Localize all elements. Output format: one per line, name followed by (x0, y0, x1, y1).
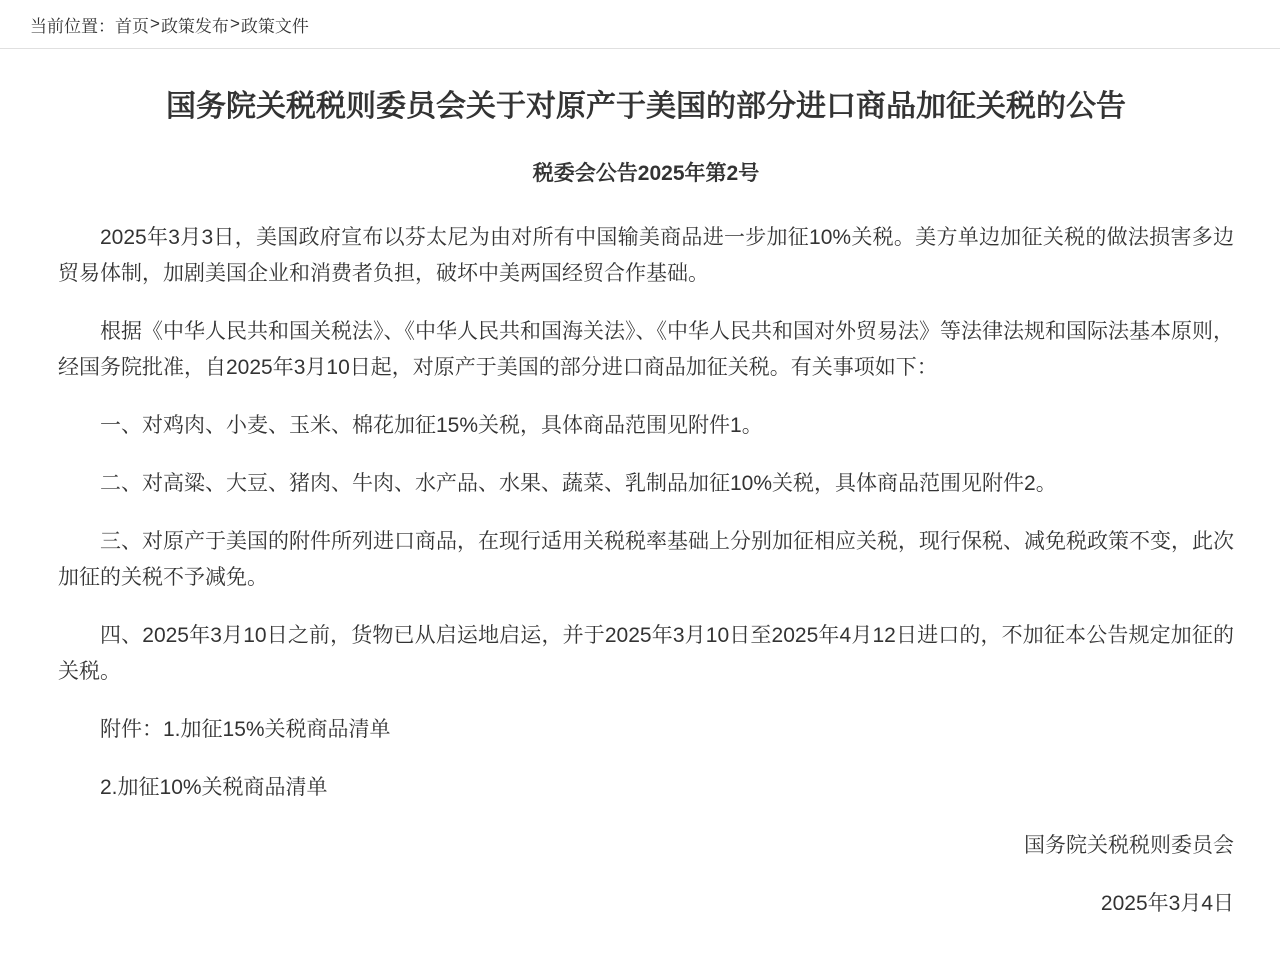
attachment-line-2 (58, 770, 1234, 806)
breadcrumb-item-home[interactable]: 首页 (115, 16, 149, 36)
breadcrumb-item-policy-documents[interactable]: 政策文件 (240, 16, 309, 36)
attachment-link-2[interactable]: 2.加征10%关税商品清单 (100, 776, 328, 799)
breadcrumb-item-policy-release[interactable]: 政策发布 (160, 16, 229, 36)
paragraph-item-3: 三、对原产于美国的附件所列进口商品，在现行适用关税税率基础上分别加征相应关税，现行保税、减免税政策不变，此次加征的关税不予减免。 (58, 530, 1234, 589)
doc-number: 税委会公告2025年第2号 (532, 162, 760, 185)
paragraph-item-2: 二、对高粱、大豆、猪肉、牛肉、水产品、水果、蔬菜、乳制品加征10%关税，具体商品范围见附件2。 (100, 472, 1057, 495)
page-title: 国务院关税税则委员会关于对原产于美国的部分进口商品加征关税的公告 (166, 90, 1126, 123)
signature: 国务院关税税则委员会 (1024, 834, 1234, 857)
announcement-article (0, 85, 1280, 954)
attachment-link-1[interactable]: 1.加征15%关税商品清单 (163, 718, 391, 741)
paragraph-intro: 2025年3月3日，美国政府宣布以芬太尼为由对所有中国输美商品进一步加征10%关税。美方单边加征关税的做法损害多边贸易体制，加剧美国企业和消费者负担，破坏中美两国经贸合作基础。 (58, 226, 1234, 285)
breadcrumb (0, 0, 1280, 49)
breadcrumb-separator: > (150, 14, 160, 33)
attachment-line-1 (58, 712, 1234, 748)
paragraph-item-1: 一、对鸡肉、小麦、玉米、棉花加征15%关税，具体商品范围见附件1。 (100, 414, 763, 437)
paragraph-item-4: 四、2025年3月10日之前，货物已从启运地启运，并于2025年3月10日至2025年4月12日进口的，不加征本公告规定加征的关税。 (58, 624, 1234, 683)
breadcrumb-label: 当前位置： (30, 16, 115, 36)
attachments-label: 附件： (100, 718, 163, 741)
publish-date: 2025年3月4日 (1100, 892, 1234, 915)
breadcrumb-separator: > (229, 14, 240, 33)
paragraph-legal-basis: 根据《中华人民共和国关税法》、《中华人民共和国海关法》、《中华人民共和国对外贸易法》等法律法规和国际法基本原则，经国务院批准，自2025年3月10日起，对原产于美国的部分进口商品加征关税。有关事项如下： (58, 320, 1234, 379)
